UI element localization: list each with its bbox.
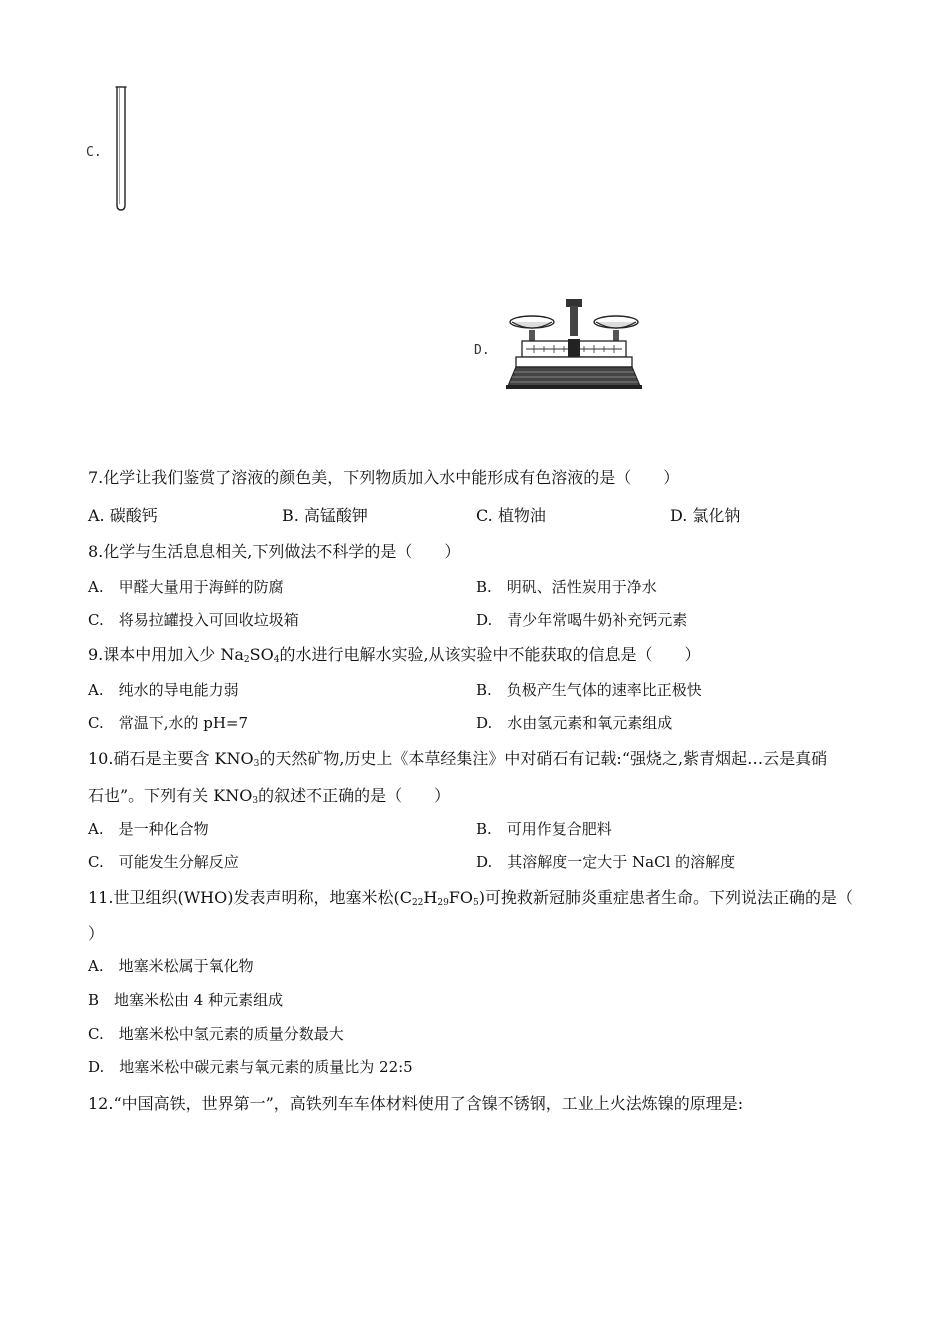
- q7-option-a: A. 碳酸钙: [88, 506, 158, 525]
- q8-option-d: D. 青少年常喝牛奶补充钙元素: [476, 611, 688, 629]
- q12-stem: 12.“中国高铁，世界第一”，高铁列车车体材料使用了含镍不锈钢，工业上火法炼镍的原理是:: [88, 1094, 744, 1113]
- q7-option-d: D. 氯化钠: [670, 506, 741, 525]
- q7-option-c: C. 植物油: [476, 506, 546, 525]
- figure-c-label: C.: [86, 145, 102, 160]
- q8-option-b: B. 明矾、活性炭用于净水: [476, 578, 657, 596]
- q9-option-c: C. 常温下,水的 pH=7: [88, 714, 249, 732]
- q9-option-b: B. 负极产生气体的速率比正极快: [476, 681, 702, 699]
- q8-option-c: C. 将易拉罐投入可回收垃圾箱: [88, 611, 299, 629]
- q7-option-b: B. 高锰酸钾: [282, 506, 368, 525]
- q11-option-b: B 地塞米松由 4 种元素组成: [88, 991, 284, 1009]
- q11-option-d: D. 地塞米松中碳元素与氧元素的质量比为 22:5: [88, 1058, 413, 1076]
- q10-option-a: A. 是一种化合物: [88, 820, 209, 838]
- figure-d-label: D.: [474, 343, 490, 358]
- q9-option-d: D. 水由氢元素和氧元素组成: [476, 714, 673, 732]
- q11-stem-line1: 11.世卫组织(WHO)发表声明称，地塞米松$(C_{22}H_{29}FO_5)$可挽救新冠肺炎重症患者生命。下列说法正确的是（: [88, 888, 853, 908]
- test-tube-figure: [114, 84, 128, 214]
- q10-option-d: D. 其溶解度一定大于 NaCl 的溶解度: [476, 853, 736, 871]
- q9-stem: 9.课本中用加入少 $Na_2SO_4$的水进行电解水实验,从该实验中不能获取的信息是（ ）: [88, 645, 701, 665]
- q10-stem-line2: 石也”。下列有关 $KNO_3$的叙述不正确的是（ ）: [88, 786, 451, 806]
- q10-option-b: B. 可用作复合肥料: [476, 820, 612, 838]
- q8-stem: 8.化学与生活息息相关,下列做法不科学的是（ ）: [88, 542, 461, 561]
- q8-option-a: A. 甲醛大量用于海鲜的防腐: [88, 578, 284, 596]
- balance-scale-figure: [504, 294, 644, 392]
- q11-option-a: A. 地塞米松属于氧化物: [88, 957, 254, 975]
- q11-stem-line2: ）: [88, 924, 105, 943]
- q9-option-a: A. 纯水的导电能力弱: [88, 681, 239, 699]
- q7-stem: 7.化学让我们鉴赏了溶液的颜色美，下列物质加入水中能形成有色溶液的是（ ）: [88, 468, 680, 487]
- q10-stem-line1: 10.硝石是主要含 $KNO_3$的天然矿物,历史上《本草经集注》中对硝石有记载:“强烧之,紫青烟起…云是真硝: [88, 749, 828, 769]
- q11-option-c: C. 地塞米松中氢元素的质量分数最大: [88, 1025, 344, 1043]
- q10-option-c: C. 可能发生分解反应: [88, 853, 239, 871]
